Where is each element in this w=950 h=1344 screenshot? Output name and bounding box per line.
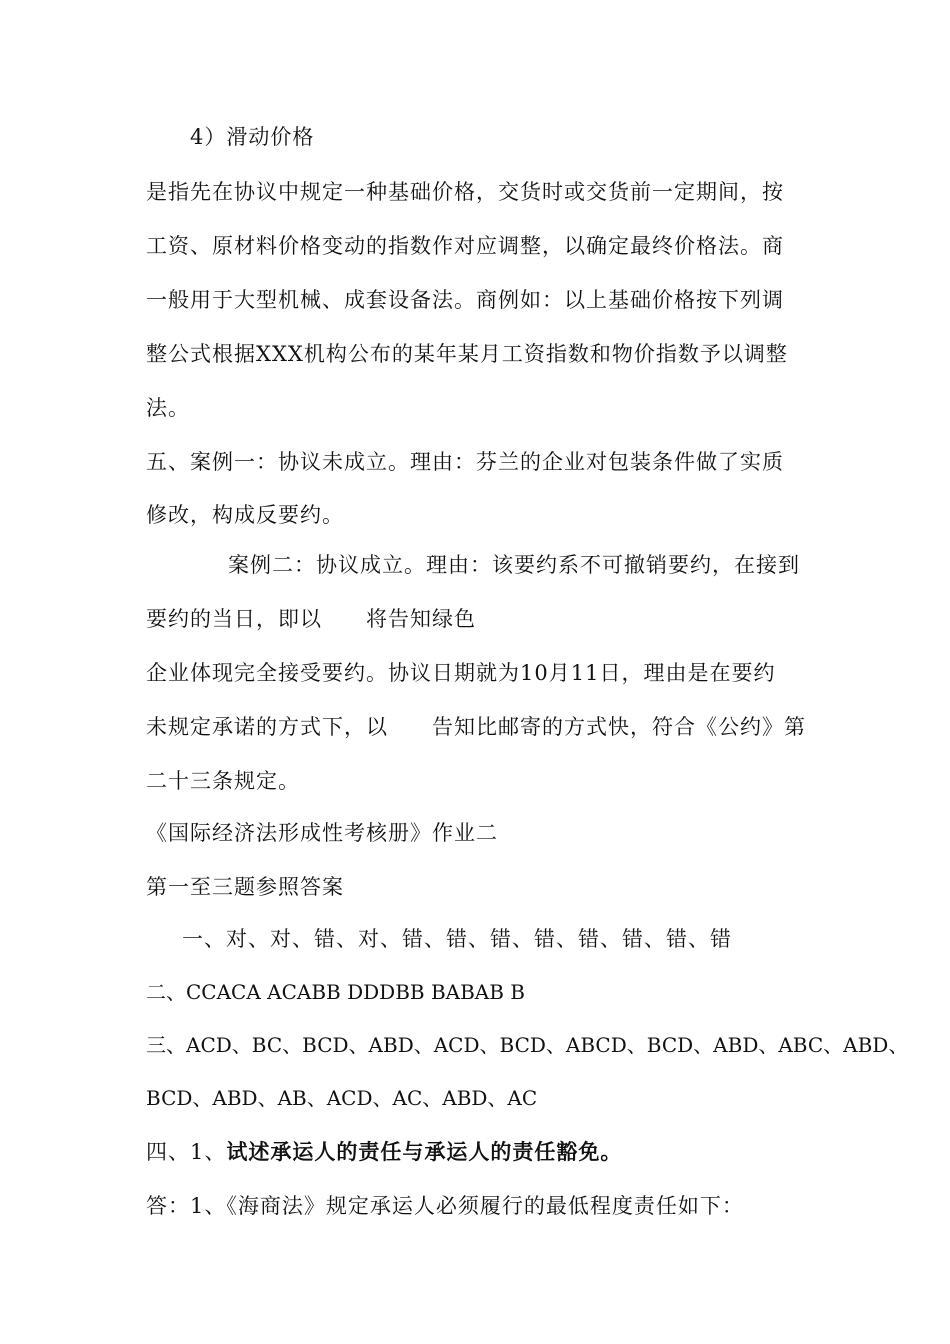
- question-four-line: [146, 1139, 622, 1165]
- paragraph-line: 修改，构成反要约。: [146, 503, 344, 527]
- answer-line: 答：1、《海商法》规定承运人必须履行的最低程度责任如下：: [146, 1194, 744, 1218]
- subheading-sliding-price: 4）滑动价格: [190, 125, 315, 149]
- assignment-title: 《国际经济法形成性考核册》作业二: [146, 821, 498, 845]
- paragraph-line: 要约的当日，即以 将告知绿色: [146, 607, 476, 631]
- answers-section-two: 二、CCACA ACABB DDDBB BABAB B: [146, 980, 525, 1004]
- paragraph-line: 工资、原材料价格变动的指数作对应调整，以确定最终价格法。商: [146, 234, 784, 258]
- paragraph-line: 二十三条规定。: [146, 769, 300, 793]
- paragraph-line: 法。: [146, 396, 190, 420]
- question-number: 四、1、: [146, 1140, 227, 1164]
- answers-section-three: 三、ACD、BC、BCD、ABD、ACD、BCD、ABCD、BCD、ABD、ABC、ABD、: [146, 1033, 909, 1057]
- paragraph-line: 一般用于大型机械、成套设备法。商例如：以上基础价格按下列调: [146, 288, 784, 312]
- paragraph-line: 整公式根据XXX机构公布的某年某月工资指数和物价指数予以调整: [146, 342, 788, 366]
- answers-section-one: 一、对、对、错、对、错、错、错、错、错、错、错、错: [182, 927, 732, 951]
- paragraph-line: 未规定承诺的方式下，以 告知比邮寄的方式快，符合《公约》第: [146, 715, 806, 739]
- paragraph-line: 是指先在协议中规定一种基础价格，交货时或交货前一定期间，按: [146, 180, 784, 204]
- answers-heading: 第一至三题参照答案: [146, 875, 344, 899]
- paragraph-line: 企业体现完全接受要约。协议日期就为10月11日，理由是在要约: [146, 661, 776, 685]
- answers-section-three-cont: BCD、ABD、AB、ACD、AC、ABD、AC: [146, 1086, 538, 1110]
- question-text: 试述承运人的责任与承运人的责任豁免。: [226, 1139, 623, 1164]
- case-two-line: 案例二：协议成立。理由：该要约系不可撤销要约，在接到: [228, 553, 800, 577]
- case-one-line: 五、案例一：协议未成立。理由：芬兰的企业对包装条件做了实质: [146, 450, 784, 474]
